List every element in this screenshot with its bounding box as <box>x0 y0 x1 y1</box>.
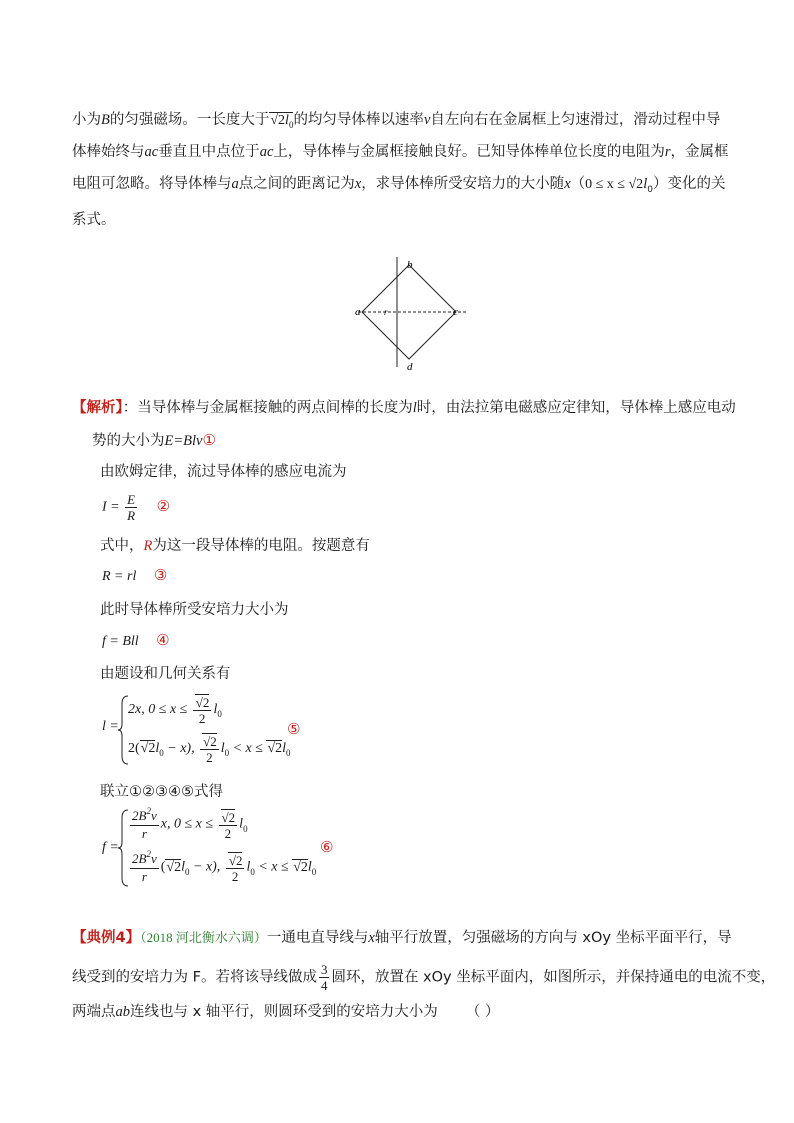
equation-5-lhs: l = <box>102 719 119 734</box>
example4-line-2: 线受到的安培力为 F。若将该导线做成 $\frac{3}{4}$ 圆环，放置在 xOy 坐标平面内，如图所示，并保持通电的电流不变， <box>72 962 776 993</box>
combine-text: 联立①②③④⑤式得 <box>100 784 223 800</box>
equation-5-case-1: 2x, 0 ≤ x ≤ $\frac{√2}{2}$ $l_0$ <box>128 695 222 726</box>
label-r: r <box>384 307 388 317</box>
problem-line-3: 电阻可忽略。将导体棒与a点之间的距离记为x，求导体棒所受安培力的大小随$x(0 \le x \le √2l_0)$变化的关 <box>72 176 726 195</box>
ohm-law-text: 由欧姆定律，流过导体棒的感应电流为 <box>100 464 347 480</box>
label-c: c <box>453 306 458 318</box>
analysis-line-2: 势的大小为E=Blv① <box>92 431 216 449</box>
equation-6-case-2: $\frac{2B^2v}{r}$ $(√2l_0 - x)$, $\frac{√2}{2}$ $l_0 < x \le √2l_0$ <box>132 849 317 884</box>
example4-line-3: 两端点ab连线也与 x 轴平行，则圆环受到的安培力大小为 （ ） <box>72 1004 500 1020</box>
geometry-text: 由题设和几何关系有 <box>100 666 231 682</box>
label-b: b <box>407 259 413 271</box>
answer-blank: （ ） <box>465 1004 500 1020</box>
example4-tag: 【典例4】 <box>72 930 141 946</box>
label-d: d <box>407 361 413 373</box>
equation-2: I = $\frac{E}{R}$ ② <box>102 492 171 523</box>
example4-source: （2018 河北衡水六调） <box>140 930 267 945</box>
equation-5-case-2: $2(√2l_0 - x)$, $\frac{√2}{2}$ $l_0 < x \le √2l_0$ <box>128 734 291 765</box>
where-text: 式中，R为这一段导体棒的电阻。按题意有 <box>100 538 370 554</box>
example4-line-1: 【典例4】（2018 河北衡水六调）一通电直导线与x轴平行放置，匀强磁场的方向与 xOy 坐标平面平行，导 <box>72 930 732 946</box>
problem-line-4: 系式。 <box>72 212 116 228</box>
equation-4: f = Bll ④ <box>102 633 170 649</box>
equation-6-mark: ⑥ <box>320 838 334 856</box>
equation-6-lhs: f = <box>102 840 119 855</box>
square-frame-figure <box>350 255 475 375</box>
problem-line-1: 小为B的匀强磁场。一长度大于$√2l_0$的均匀导体棒以速率v自左向右在金属框上匀速滑过，滑动过程中导 <box>72 112 721 130</box>
equation-5-mark: ⑤ <box>287 720 301 738</box>
analysis-tag: 【解析】 <box>72 400 123 416</box>
equation-6-case-1: $\frac{2B^2v}{r}$ x, 0 ≤ x ≤ $\frac{√2}{2}$ $l_0$ <box>132 806 248 841</box>
analysis-line-1: 【解析】：当导体棒与金属框接触的两点间棒的长度为l时，由法拉第电磁感应定律知，导体棒上感应电动 <box>72 400 736 416</box>
problem-line-2: 体棒始终与ac垂直且中点位于ac上，导体棒与金属框接触良好。已知导体棒单位长度的电阻为r，金属框 <box>72 144 729 160</box>
force-text: 此时导体棒所受安培力大小为 <box>100 602 289 618</box>
equation-3: R = rl ③ <box>102 568 168 584</box>
label-a: a <box>355 306 361 318</box>
